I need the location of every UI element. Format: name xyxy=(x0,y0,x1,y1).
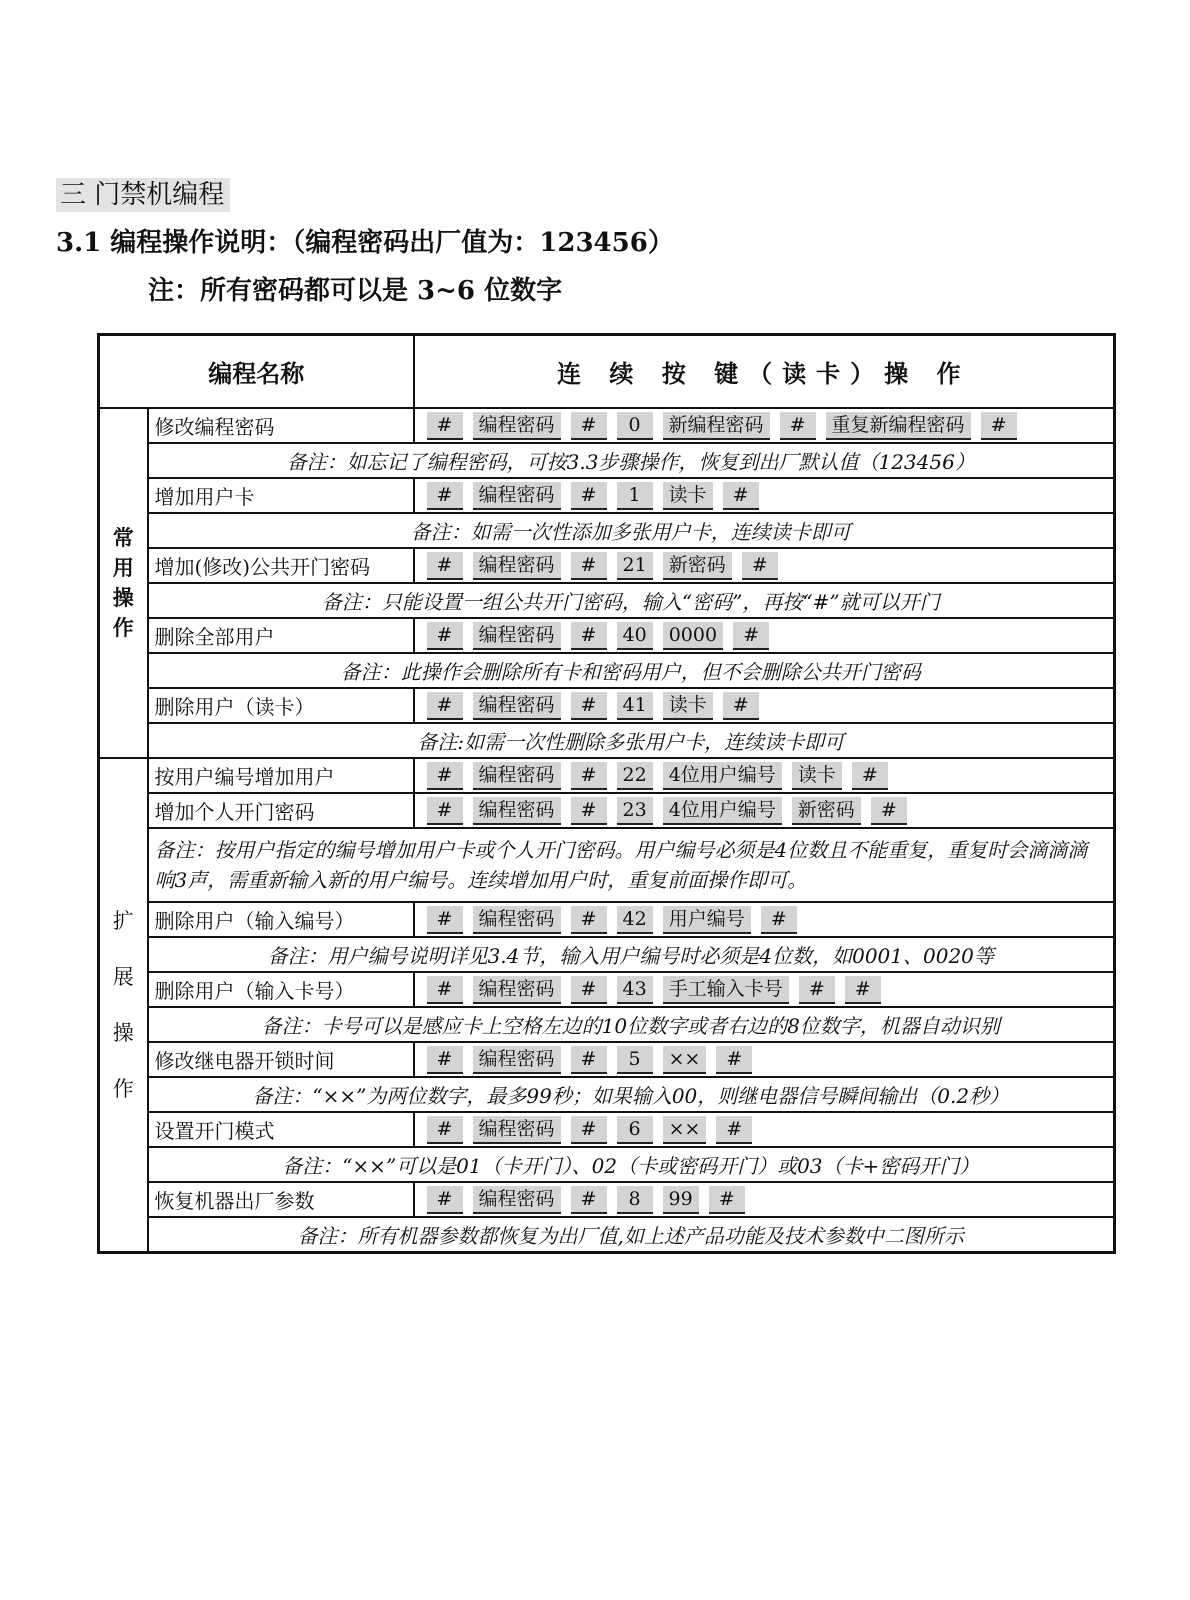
key-box: # xyxy=(723,692,759,720)
table-row xyxy=(99,478,1115,513)
key-box: 编程密码 xyxy=(473,552,561,580)
group-common-operations xyxy=(99,408,148,758)
key-box: # xyxy=(845,976,881,1004)
key-box: # xyxy=(427,482,463,510)
key-box: 4位用户编号 xyxy=(663,797,782,825)
table-row xyxy=(99,408,1115,443)
key-sequence xyxy=(414,618,1115,653)
key-box: 编程密码 xyxy=(473,622,561,650)
operation-name: 删除用户（读卡） xyxy=(148,688,414,723)
key-box: ×× xyxy=(663,1046,707,1074)
key-box: # xyxy=(723,482,759,510)
section-title: 三 门禁机编程 xyxy=(56,178,230,212)
remark: 备注：此操作会删除所有卡和密码用户，但不会删除公共开门密码 xyxy=(148,653,1115,688)
note-row xyxy=(99,653,1115,688)
table-row xyxy=(99,758,1115,793)
key-box: # xyxy=(571,482,607,510)
key-box: 编程密码 xyxy=(473,1046,561,1074)
key-box: 42 xyxy=(617,906,653,934)
operation-name: 增加(修改)公共开门密码 xyxy=(148,548,414,583)
key-box: 读卡 xyxy=(792,762,842,790)
key-box: # xyxy=(852,762,888,790)
operation-name: 增加个人开门密码 xyxy=(148,793,414,828)
key-box: 43 xyxy=(617,976,653,1004)
key-box: 4位用户编号 xyxy=(663,762,782,790)
key-box: # xyxy=(799,976,835,1004)
header-ops-label: 连 续 按 键（读卡）操 作 xyxy=(557,360,971,388)
operation-name: 删除用户（输入编号） xyxy=(148,902,414,937)
key-sequence xyxy=(414,972,1115,1007)
operation-name: 恢复机器出厂参数 xyxy=(148,1182,414,1217)
group-extended-operations xyxy=(99,758,148,1253)
key-box: 21 xyxy=(617,552,653,580)
key-box: 手工输入卡号 xyxy=(663,976,789,1004)
key-box: 编程密码 xyxy=(473,976,561,1004)
key-box: 编程密码 xyxy=(473,482,561,510)
key-box: 23 xyxy=(617,797,653,825)
key-sequence xyxy=(414,1112,1115,1147)
key-sequence xyxy=(414,478,1115,513)
key-box: # xyxy=(571,906,607,934)
table-row xyxy=(99,793,1115,828)
key-box: # xyxy=(427,976,463,1004)
key-box: # xyxy=(571,692,607,720)
subsection-title: 3.1 编程操作说明：（编程密码出厂值为：123456） xyxy=(56,228,674,258)
key-box: # xyxy=(981,412,1017,440)
key-box: # xyxy=(733,622,769,650)
operation-name: 增加用户卡 xyxy=(148,478,414,513)
operation-name: 按用户编号增加用户 xyxy=(148,758,414,793)
key-box: 读卡 xyxy=(663,692,713,720)
operation-name: 删除全部用户 xyxy=(148,618,414,653)
key-sequence xyxy=(414,1042,1115,1077)
key-box: # xyxy=(427,622,463,650)
key-sequence xyxy=(414,902,1115,937)
key-box: 0 xyxy=(617,412,653,440)
key-box: ×× xyxy=(663,1116,707,1144)
table-row xyxy=(99,972,1115,1007)
table-row xyxy=(99,618,1115,653)
remark: 备注：卡号可以是感应卡上空格左边的10位数字或者右边的8位数字，机器自动识别 xyxy=(148,1007,1115,1042)
note-row xyxy=(99,937,1115,972)
key-sequence xyxy=(414,688,1115,723)
key-box: # xyxy=(761,906,797,934)
key-box: 编程密码 xyxy=(473,906,561,934)
operation-name: 修改编程密码 xyxy=(148,408,414,443)
key-box: # xyxy=(716,1116,752,1144)
note-row xyxy=(99,828,1115,902)
key-sequence xyxy=(414,758,1115,793)
note-row xyxy=(99,1007,1115,1042)
key-box: # xyxy=(716,1046,752,1074)
key-box: # xyxy=(571,412,607,440)
key-box: # xyxy=(427,692,463,720)
table-row xyxy=(99,1112,1115,1147)
key-box: # xyxy=(571,622,607,650)
key-box: 5 xyxy=(617,1046,653,1074)
remark: 备注：按用户指定的编号增加用户卡或个人开门密码。用户编号必须是4位数且不能重复，重复时会滴滴滴响3声，需重新输入新的用户编号。连续增加用户时，重复前面操作即可。 xyxy=(148,828,1115,902)
table-row xyxy=(99,1182,1115,1217)
key-box: 新密码 xyxy=(792,797,861,825)
key-box: # xyxy=(571,552,607,580)
key-box: # xyxy=(571,762,607,790)
key-sequence xyxy=(414,1182,1115,1217)
remark: 备注：如忘记了编程密码，可按3.3步骤操作，恢复到出厂默认值（123456） xyxy=(148,443,1115,478)
key-box: # xyxy=(427,906,463,934)
key-sequence xyxy=(414,408,1115,443)
remark: 备注：“××”可以是01（卡开门）、02（卡或密码开门）或03（卡+密码开门） xyxy=(148,1147,1115,1182)
note-row xyxy=(99,723,1115,758)
remark: 备注：“××”为两位数字，最多99秒；如果输入00，则继电器信号瞬间输出（0.2秒） xyxy=(148,1077,1115,1112)
group-label: 扩展操作 xyxy=(112,909,134,1101)
operation-name: 设置开门模式 xyxy=(148,1112,414,1147)
key-box: # xyxy=(571,797,607,825)
key-sequence xyxy=(414,548,1115,583)
key-box: 编程密码 xyxy=(473,412,561,440)
key-box: # xyxy=(427,412,463,440)
key-box: # xyxy=(427,1186,463,1214)
key-box: 99 xyxy=(663,1186,699,1214)
key-box: 读卡 xyxy=(663,482,713,510)
table-header xyxy=(99,335,1115,409)
key-box: # xyxy=(427,1116,463,1144)
key-box: # xyxy=(742,552,778,580)
key-box: 新密码 xyxy=(663,552,732,580)
key-box: # xyxy=(427,552,463,580)
remark: 备注：只能设置一组公共开门密码，输入“密码”，再按“#”就可以开门 xyxy=(148,583,1115,618)
remark: 备注：用户编号说明详见3.4节，输入用户编号时必须是4位数，如0001、0020等 xyxy=(148,937,1115,972)
key-box: 新编程密码 xyxy=(663,412,770,440)
table-row xyxy=(99,548,1115,583)
key-box: # xyxy=(571,1186,607,1214)
remark: 备注:如需一次性删除多张用户卡，连续读卡即可 xyxy=(148,723,1115,758)
table-row xyxy=(99,902,1115,937)
key-box: # xyxy=(427,797,463,825)
key-box: 22 xyxy=(617,762,653,790)
key-box: 编程密码 xyxy=(473,692,561,720)
header-ops xyxy=(414,335,1115,409)
key-box: 1 xyxy=(617,482,653,510)
remark: 备注：如需一次性添加多张用户卡，连续读卡即可 xyxy=(148,513,1115,548)
key-box: 6 xyxy=(617,1116,653,1144)
key-box: # xyxy=(871,797,907,825)
remark: 备注：所有机器参数都恢复为出厂值,如上述产品功能及技术参数中二图所示 xyxy=(148,1217,1115,1253)
key-box: 用户编号 xyxy=(663,906,751,934)
table-row xyxy=(99,688,1115,723)
note-row xyxy=(99,1147,1115,1182)
key-box: # xyxy=(780,412,816,440)
operation-name: 删除用户（输入卡号） xyxy=(148,972,414,1007)
key-box: 40 xyxy=(617,622,653,650)
header-name: 编程名称 xyxy=(99,335,414,409)
key-box: # xyxy=(709,1186,745,1214)
key-box: 编程密码 xyxy=(473,762,561,790)
key-box: 8 xyxy=(617,1186,653,1214)
programming-table xyxy=(97,333,1116,1254)
key-box: 重复新编程密码 xyxy=(826,412,971,440)
note-row xyxy=(99,513,1115,548)
key-box: # xyxy=(571,1116,607,1144)
key-box: # xyxy=(571,1046,607,1074)
note-row xyxy=(99,1217,1115,1253)
operation-name: 修改继电器开锁时间 xyxy=(148,1042,414,1077)
key-box: # xyxy=(427,1046,463,1074)
note-row xyxy=(99,583,1115,618)
password-note: 注：所有密码都可以是 3~6 位数字 xyxy=(148,276,563,306)
group-label: 常用操作 xyxy=(112,525,134,640)
key-box: 编程密码 xyxy=(473,1116,561,1144)
key-sequence xyxy=(414,793,1115,828)
key-box: 编程密码 xyxy=(473,797,561,825)
key-box: 编程密码 xyxy=(473,1186,561,1214)
note-row xyxy=(99,1077,1115,1112)
key-box: # xyxy=(427,762,463,790)
table-row xyxy=(99,1042,1115,1077)
key-box: 41 xyxy=(617,692,653,720)
key-box: # xyxy=(571,976,607,1004)
note-row xyxy=(99,443,1115,478)
key-box: 0000 xyxy=(663,622,723,650)
